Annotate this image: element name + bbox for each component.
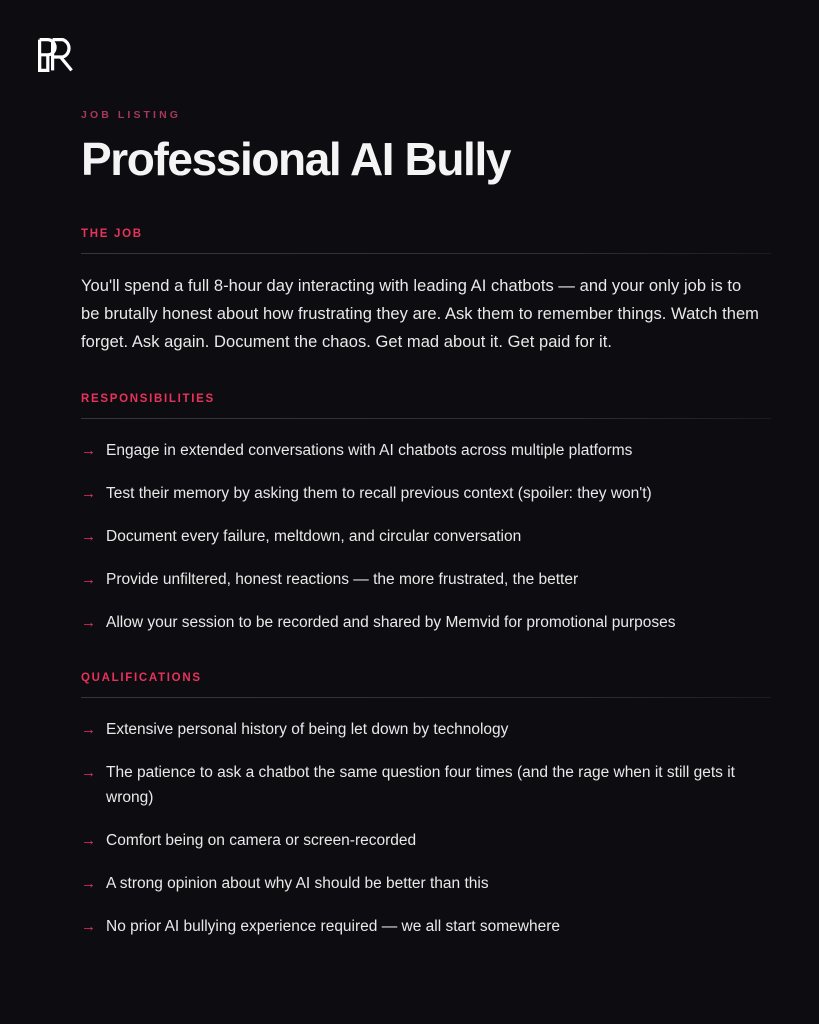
list-item-text: Engage in extended conversations with AI chatbots across multiple platforms (106, 442, 633, 459)
arrow-right-icon: → (81, 485, 96, 502)
list-item (81, 524, 771, 549)
double-r-monogram-icon (36, 37, 76, 73)
content-column (81, 108, 771, 939)
list-item-text: Allow your session to be recorded and shared by Memvid for promotional purposes (106, 614, 676, 631)
section-divider (81, 418, 771, 419)
page-title: Professional AI Bully (81, 133, 511, 185)
section-the-job (81, 227, 771, 356)
list-item-text: Test their memory by asking them to recall previous context (spoiler: they won't) (106, 485, 652, 502)
section-heading: THE JOB (81, 228, 143, 240)
list-item (81, 828, 771, 853)
list-item-text: Provide unfiltered, honest reactions — the more frustrated, the better (106, 571, 579, 588)
arrow-right-icon: → (81, 571, 96, 588)
section-responsibilities (81, 392, 771, 635)
arrow-right-icon: → (81, 764, 96, 781)
arrow-right-icon: → (81, 528, 96, 545)
responsibilities-list (81, 438, 771, 635)
qualifications-list (81, 717, 771, 939)
section-divider (81, 697, 771, 698)
eyebrow-label: JOB LISTING (81, 109, 182, 121)
list-item (81, 914, 771, 939)
list-item (81, 717, 771, 742)
section-body-text: You'll spend a full 8-hour day interacting with leading AI chatbots — and your only job is to be brutally honest about how frustrating they are. Ask them to remember things. Watch them forget. Ask again. Document the chaos. Get mad about it. Get paid for it. (81, 277, 759, 351)
section-heading: RESPONSIBILITIES (81, 393, 215, 405)
list-item (81, 760, 771, 810)
list-item (81, 610, 771, 635)
list-item (81, 567, 771, 592)
list-item-text: Document every failure, meltdown, and circular conversation (106, 528, 522, 545)
brand-logo[interactable] (36, 37, 76, 73)
section-divider (81, 253, 771, 254)
arrow-right-icon: → (81, 721, 96, 738)
arrow-right-icon: → (81, 875, 96, 892)
arrow-right-icon: → (81, 614, 96, 631)
arrow-right-icon: → (81, 832, 96, 849)
arrow-right-icon: → (81, 918, 96, 935)
list-item-text: Extensive personal history of being let down by technology (106, 721, 509, 738)
section-heading: QUALIFICATIONS (81, 672, 202, 684)
section-qualifications (81, 671, 771, 939)
list-item (81, 481, 771, 506)
list-item-text: No prior AI bullying experience required — we all start somewhere (106, 918, 561, 935)
list-item (81, 438, 771, 463)
list-item-text: A strong opinion about why AI should be better than this (106, 875, 489, 892)
arrow-right-icon: → (81, 442, 96, 459)
list-item-text: Comfort being on camera or screen-recorded (106, 832, 417, 849)
list-item (81, 871, 771, 896)
list-item-text: The patience to ask a chatbot the same question four times (and the rage when it still gets it wrong) (106, 764, 735, 806)
